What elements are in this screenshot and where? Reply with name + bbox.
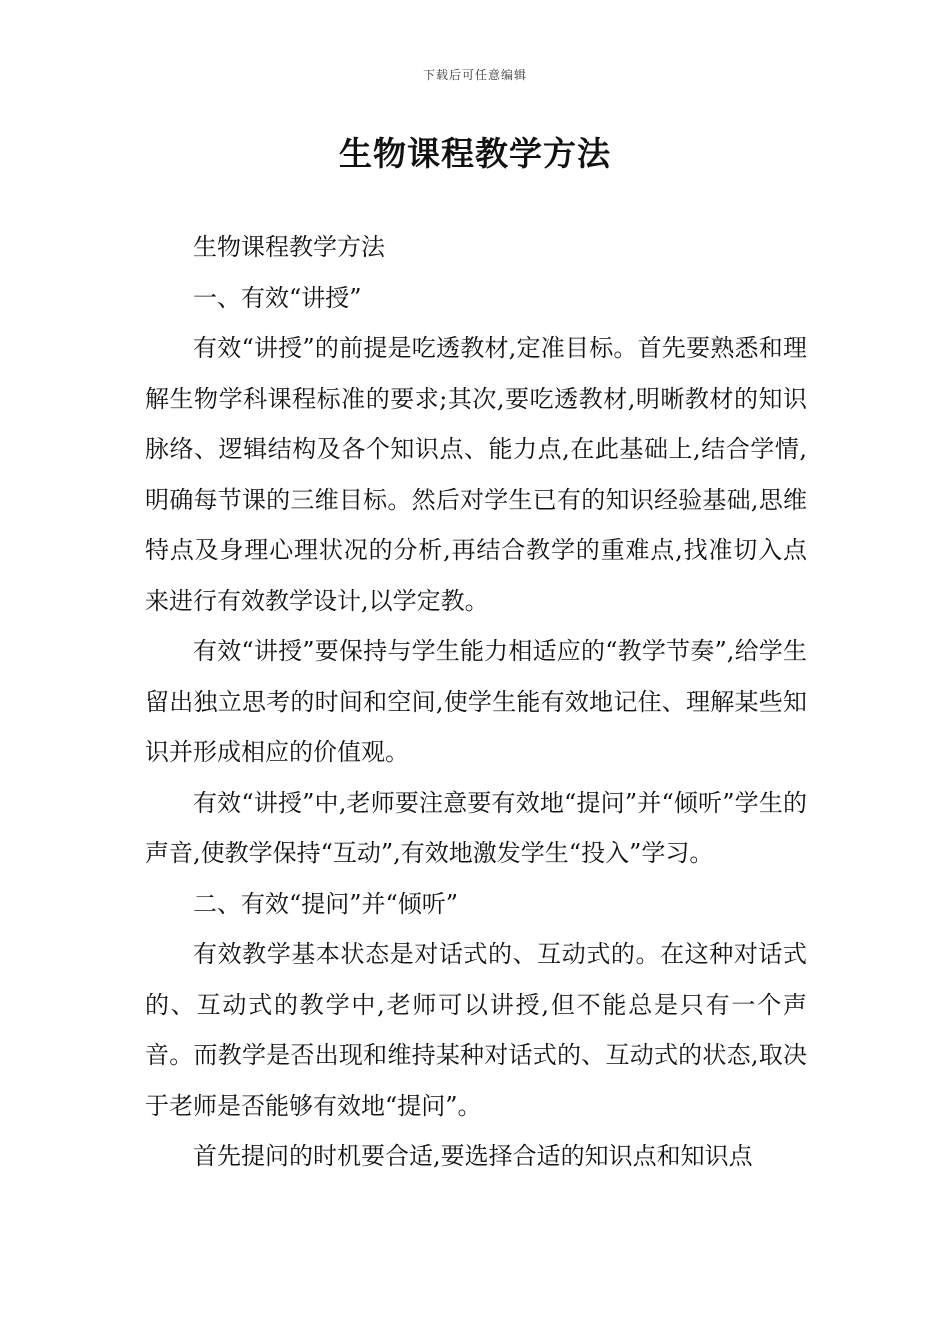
paragraph: 有效“讲授”要保持与学生能力相适应的“教学节奏”,给学生留出独立思考的时间和空间,使学生能有效地记住、理解某些知识并形成相应的价值观。 — [145, 637, 807, 766]
paragraph: 有效教学基本状态是对话式的、互动式的。在这种对话式的、互动式的教学中,老师可以讲授,但不能总是只有一个声音。而教学是否出现和维持某种对话式的、互动式的状态,取决于老师是否能够有效地“提问”。 — [145, 940, 807, 1120]
document-title: 生物课程教学方法 — [339, 134, 611, 173]
paragraph: 有效“讲授”的前提是吃透教材,定准目标。首先要熟悉和理解生物学科课程标准的要求;其次,要吃透教材,明晰教材的知识脉络、逻辑结构及各个知识点、能力点,在此基础上,结合学情,明确每节课的三维目标。然后对学生已有的知识经验基础,思维特点及身理心理状况的分析,再结合教学的重难点,找准切入点来进行有效教学设计,以学定教。 — [145, 334, 807, 615]
document-body — [145, 222, 807, 1182]
paragraph: 有效“讲授”中,老师要注意要有效地“提问”并“倾听”学生的声音,使教学保持“互动”,有效地激发学生“投入”学习。 — [145, 788, 807, 867]
paragraph: 首先提问的时机要合适,要选择合适的知识点和知识点 — [193, 1142, 753, 1170]
section-heading-1: 一、有效“讲授” — [193, 283, 362, 312]
header-note: 下载后可任意编辑 — [422, 68, 527, 82]
section-heading-2: 二、有效“提问”并“倾听” — [193, 889, 459, 918]
paragraph-subtitle: 生物课程教学方法 — [193, 233, 385, 261]
